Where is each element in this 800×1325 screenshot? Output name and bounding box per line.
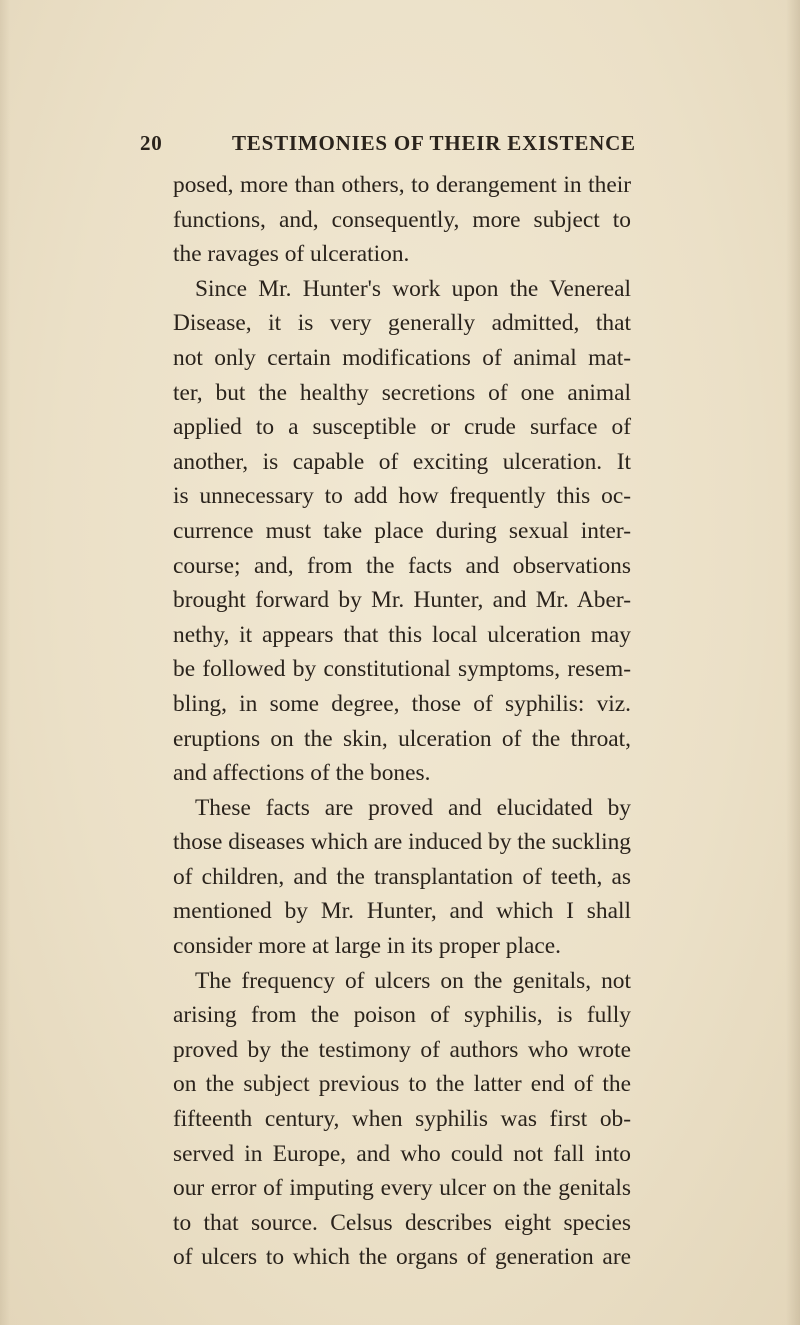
text-line: the ravages of ulceration. (173, 241, 410, 268)
text-line: served in Europe, and who could not fall into (173, 1140, 631, 1167)
page-number: 20 (140, 131, 163, 155)
running-head (140, 131, 636, 161)
text-line: and affections of the bones. (173, 760, 431, 787)
text-line: These facts are proved and elucidated by (195, 794, 631, 821)
running-title: TESTIMONIES OF THEIR EXISTENCE (232, 131, 636, 155)
text-line: brought forward by Mr. Hunter, and Mr. Aber- (173, 587, 631, 614)
text-line: posed, more than others, to derangement in their (173, 172, 631, 198)
body-text (173, 168, 631, 1275)
text-line: arising from the poison of syphilis, is fully (173, 1002, 631, 1029)
text-line: proved by the testimony of authors who wrote (173, 1036, 631, 1063)
text-line: on the subject previous to the latter end of the (173, 1071, 631, 1098)
text-line: eruptions on the skin, ulceration of the throat, (173, 725, 631, 752)
page-edge-shadow (786, 0, 800, 1325)
text-line: be followed by constitutional symptoms, resem- (173, 656, 631, 683)
text-line: is unnecessary to add how frequently this oc- (173, 483, 631, 510)
text-line: ter, but the healthy secretions of one animal (173, 379, 631, 406)
text-line: another, is capable of exciting ulceration. It (173, 448, 631, 475)
text-line: The frequency of ulcers on the genitals, not (195, 967, 631, 994)
text-line: of children, and the transplantation of teeth, as (173, 863, 631, 890)
text-line: bling, in some degree, those of syphilis: viz. (173, 690, 631, 717)
page-gutter-shadow (0, 0, 10, 1325)
text-line: Disease, it is very generally admitted, that (173, 310, 631, 337)
text-line: applied to a susceptible or crude surface of (173, 414, 631, 441)
text-line: those diseases which are induced by the suckling (173, 829, 631, 856)
text-line: consider more at large in its proper place. (173, 933, 561, 960)
text-line: not only certain modifications of animal mat- (173, 344, 631, 371)
text-line: fifteenth century, when syphilis was first ob- (173, 1106, 631, 1133)
text-line: nethy, it appears that this local ulceration may (173, 621, 631, 648)
text-line: our error of imputing every ulcer on the genitals (173, 1175, 631, 1202)
text-line: functions, and, consequently, more subject to (173, 206, 631, 233)
text-line: course; and, from the facts and observations (173, 552, 631, 579)
text-line: to that source. Celsus describes eight species (173, 1209, 631, 1236)
text-line: mentioned by Mr. Hunter, and which I shall (173, 898, 631, 925)
text-line: of ulcers to which the organs of generation are (173, 1244, 631, 1271)
text-line: currence must take place during sexual inter- (173, 517, 631, 544)
text-line: Since Mr. Hunter's work upon the Venereal (195, 275, 631, 302)
